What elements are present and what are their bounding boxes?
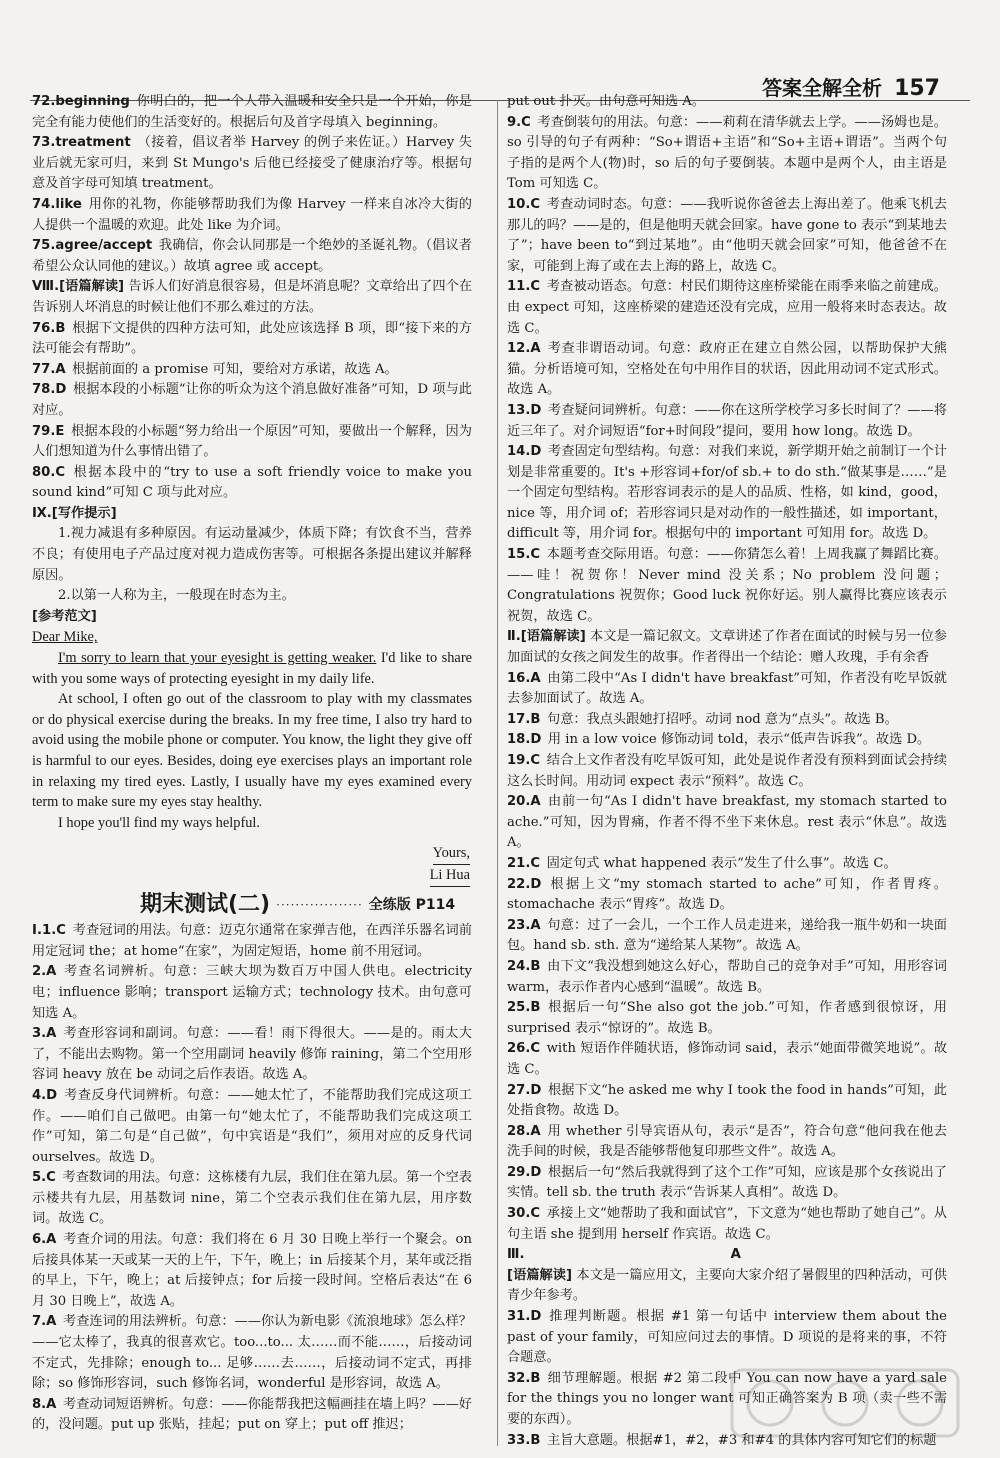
answer-item bbox=[507, 1163, 947, 1204]
section-intro bbox=[507, 1266, 947, 1307]
answer-item bbox=[32, 133, 472, 195]
answer-explanation: 考查形容词和副词。句意：——看！雨下得很大。——是的。雨太大了，不能出去购物。第一个空用副词 heavily 修饰 raining，第二个空用形容词 heavy 放在 be 动词之后作表语。故选 A。 bbox=[32, 1026, 472, 1083]
answer-explanation: 句意：我点头跟她打招呼。动词 nod 意为“点头”。故选 B。 bbox=[547, 711, 898, 727]
answer-key: 29.D bbox=[507, 1164, 542, 1180]
answer-item bbox=[32, 360, 472, 381]
answer-explanation: 考查动词短语辨析。句意：——你能帮我把这幅画挂在墙上吗？——好的，没问题。put up 张贴，挂起；put on 穿上；put off 推迟； bbox=[32, 1396, 472, 1433]
answer-item bbox=[507, 916, 947, 957]
section-text: 本文是一篇应用文，主要向大家介绍了暑假里的四种活动，可供青少年参考。 bbox=[507, 1267, 947, 1304]
answer-key: 75.agree/accept bbox=[32, 238, 153, 254]
answer-explanation: 本题考查交际用语。句意：——你猜怎么着！上周我赢了舞蹈比赛。——哇！祝贺你！Never mind 没关系；No problem 没问题；Congratulations 祝贺你；Good luck 祝你好运。别人赢得比赛应该表示祝贺，故选 C。 bbox=[507, 547, 947, 624]
answer-explanation: 考查被动语态。句意：村民们期待这座桥梁能在雨季来临之前建成。由 expect 可知，这座桥梁的建造还没有完成，应用一般将来时态表达。故选 C。 bbox=[507, 279, 947, 336]
letter-paragraph: I hope you'll find my ways helpful. bbox=[58, 814, 261, 831]
answer-explanation: 考查反身代词辨析。句意：——她太忙了，不能帮助我们完成这项工作。——咱们自己做吧。由第一句“她太忙了，不能帮助我们完成这项工作”可知，第二句是“自己做”，句中宾语是“我们”，须用对应的反身代词 ourselves。故选 D。 bbox=[32, 1087, 472, 1165]
answer-key: 18.D bbox=[507, 732, 542, 748]
answer-explanation: 你明白的，把一个人带入温暖和安全只是一个开始，你是完全有能力使他们的生活变好的。根据后句及首字母填入 beginning。 bbox=[32, 94, 472, 130]
answer-key: 4.D bbox=[32, 1087, 58, 1103]
answer-explanation: 考查非谓语动词。句意：政府正在建立自然公园，以帮助保护大熊猫。分析语境可知，空格处在句中用作目的状语，因此用动词不定式形式。故选 A。 bbox=[507, 341, 947, 398]
letter-signature bbox=[32, 865, 472, 887]
column-divider bbox=[497, 100, 498, 1446]
answer-explanation: 根据上文“my stomach started to ache”可知，作者胃疼。stomachache 表示“胃疼”。故选 D。 bbox=[507, 876, 947, 913]
paragraph-rest: I'd like to share with you some ways of protecting eyesight in my daily life. bbox=[32, 650, 472, 687]
answer-item bbox=[507, 957, 947, 998]
section-title: 期末测试(二) bbox=[140, 891, 271, 917]
section-intro bbox=[32, 607, 472, 628]
section-text: 告诉人们好消息很容易，但是坏消息呢？文章给出了四个在告诉别人坏消息的时候让他们不那么难过的方法。 bbox=[32, 279, 473, 315]
answer-key: 73.treatment bbox=[32, 135, 131, 151]
signature-text: Li Hua bbox=[430, 865, 470, 887]
answer-item bbox=[32, 1230, 472, 1312]
left-column bbox=[32, 92, 472, 1432]
answer-item bbox=[32, 962, 472, 1024]
answer-item bbox=[507, 339, 947, 401]
answer-key: 24.B bbox=[507, 958, 541, 974]
answer-item bbox=[507, 875, 947, 916]
section-tag: Ⅸ.[写作提示] bbox=[32, 505, 117, 521]
answer-item bbox=[507, 442, 947, 545]
answer-key: 8.A bbox=[32, 1396, 57, 1412]
answer-item bbox=[32, 380, 472, 421]
answer-explanation: 细节理解题。根据 #2 第二段中 You can now have a yard sale for the things you no longer want 可知正确答案为 B 项（卖一些不需要的东西）。 bbox=[507, 1370, 947, 1427]
sample-essay bbox=[32, 627, 472, 886]
answer-key: 7.A bbox=[32, 1314, 57, 1330]
answer-explanation: 用 in a low voice 修饰动词 told，表示“低声告诉我”。故选 D。 bbox=[547, 732, 931, 748]
answer-item bbox=[507, 669, 947, 710]
answer-explanation: 考查连词的用法辨析。句意：——你认为新电影《流浪地球》怎么样？——它太棒了，我真的很喜欢它。too...to... 太……而不能……，后接动词不定式，先排除；enough to... 足够……去……，后接动词不定式，再排除；so 修饰形容词，such 修饰名词，wonderful 是形容词，故选 A。 bbox=[32, 1314, 472, 1392]
answer-key: 31.D bbox=[507, 1309, 542, 1325]
answer-explanation: 考查倒装句的用法。句意：——莉莉在清华就去上学。——汤姆也是。so 引导的句子有两种：“So+谓语+主语”和“So+主语+谓语”。当两个句子指的是两个人(物)时，so 后的句子要倒装。本题中是两个人，由主语是 Tom 可知选 C。 bbox=[507, 114, 947, 192]
answer-item bbox=[507, 401, 947, 442]
answer-key: 17.B bbox=[507, 711, 541, 727]
answer-list bbox=[32, 319, 472, 504]
answer-key: 2.A bbox=[32, 964, 57, 980]
answer-explanation: 句意：过了一会儿，一个工作人员走进来，递给我一瓶牛奶和一块面包。hand sb. sth. 意为“递给某人某物”。故选 A。 bbox=[507, 917, 947, 954]
answer-item bbox=[507, 751, 947, 792]
section-ref: 全练版 P114 bbox=[368, 896, 456, 913]
answer-key: 27.D bbox=[507, 1082, 542, 1098]
right-column bbox=[507, 92, 947, 1448]
answer-key: 32.B bbox=[507, 1370, 541, 1386]
answer-explanation: 考查数词的用法。句意：这栋楼有九层，我们住在第九层。第一个空表示楼共有九层，用基数词 nine，第二个空表示我们住在第九层，用序数词。故选 C。 bbox=[32, 1170, 472, 1227]
answer-explanation: with 短语作伴随状语，修饰动词 said，表示“她面带微笑地说”。故选 C。 bbox=[507, 1041, 947, 1077]
answer-item bbox=[507, 710, 947, 731]
letter-paragraph bbox=[32, 648, 472, 689]
answer-explanation: 考查介词的用法。句意：我们将在 6 月 30 日晚上举行一个聚会。on 后接具体某一天或某一天的上午，下午，晚上；in 后接某个月，某年或泛指的早上，下午，晚上；at 后接钟点；for 后接一段时间。空格后表达“在 6 月 30 日晚上”，故选 A。 bbox=[32, 1232, 472, 1309]
answer-explanation: 根据下文“he asked me why I took the food in hands”可知，此处指食物。故选 D。 bbox=[507, 1082, 947, 1119]
answer-explanation: 由前一句“As I didn't have breakfast, my stomach started to ache.”可知，因为胃痛，作者不得不坐下来休息。rest 表示“休息”。故选 A。 bbox=[507, 794, 947, 851]
answer-explanation: 根据本段的小标题“努力给出一个原因”可知，要做出一个解释，因为人们想知道为什么事情出错了。 bbox=[32, 423, 472, 460]
answer-key: 30.C bbox=[507, 1206, 541, 1222]
closing-text: Yours, bbox=[433, 843, 470, 865]
answer-key: 25.B bbox=[507, 1000, 541, 1016]
answer-item bbox=[507, 545, 947, 627]
section-tag: [参考范文] bbox=[32, 608, 97, 624]
answer-explanation: 根据前面的 a promise 可知，要给对方承诺，故选 A。 bbox=[72, 361, 398, 377]
answer-explanation: 推理判断题。根据 #1 第一句话中 interview them about the past of your family，可知应问过去的事情。D 项说的是将来的事，不符合题意。 bbox=[507, 1309, 947, 1366]
answer-item bbox=[32, 195, 472, 236]
answer-key: 26.C bbox=[507, 1041, 541, 1057]
letter-greeting: Dear Mike, bbox=[32, 629, 98, 646]
answer-item bbox=[32, 319, 472, 360]
answer-list bbox=[32, 921, 472, 1436]
writing-tip: 2.以第一人称为主，一般现在时态为主。 bbox=[58, 588, 295, 604]
answer-key: 20.A bbox=[507, 794, 541, 810]
answer-key: 15.C bbox=[507, 547, 541, 563]
part-label: Ⅲ. bbox=[507, 1247, 525, 1263]
section-tag: Ⅱ.[语篇解读] bbox=[507, 629, 586, 645]
answer-list bbox=[507, 669, 947, 1246]
answer-key: 77.A bbox=[32, 361, 66, 377]
answer-item bbox=[32, 1168, 472, 1230]
answer-item bbox=[507, 195, 947, 277]
answer-item bbox=[32, 1312, 472, 1394]
answer-item bbox=[32, 236, 472, 277]
answer-key: 76.B bbox=[32, 320, 66, 336]
answer-item bbox=[32, 1086, 472, 1168]
answer-key: 12.A bbox=[507, 341, 541, 357]
answer-key: 79.E bbox=[32, 423, 65, 439]
answer-key: 5.C bbox=[32, 1170, 56, 1186]
section-intro bbox=[32, 504, 472, 525]
section-text: 本文是一篇记叙文。文章讲述了作者在面试的时候与另一位参加面试的女孩之间发生的故事。作者得出一个结论：赠人玫瑰，手有余香 bbox=[507, 629, 947, 666]
writing-tip: 1.视力减退有多种原因。有运动量减少，体质下降；有饮食不当，营养不良；有使用电子产品过度对视力造成伤害等。可根据各条提出建议并解释原因。 bbox=[32, 526, 472, 583]
answer-key: 28.A bbox=[507, 1123, 541, 1139]
answer-explanation: 考查动词时态。句意：——我听说你爸爸去上海出差了。他乘飞机去那儿的吗？——是的，但是他明天就会回家。have gone to 表示“到某地去了”；have been to“到过某地”。由“他明天就会回家”可知，他爸爸不在家，可能到上海了或在去上海的路上，故选 C。 bbox=[507, 196, 947, 274]
answer-explanation: 由第二段中“As I didn't have breakfast”可知，作者没有吃早饭就去参加面试了。故选 A。 bbox=[507, 670, 947, 707]
answer-key: 23.A bbox=[507, 917, 541, 933]
answer-item bbox=[32, 92, 472, 133]
answer-explanation: 结合上文作者没有吃早饭可知，此处是说作者没有预料到面试会持续这么长时间。用动词 expect 表示“预料”。故选 C。 bbox=[507, 753, 947, 789]
answer-explanation: 承接上文“她帮助了我和面试官”，下文意为“她也帮助了她自己”。从句主语 she 提到用 herself 作宾语。故选 C。 bbox=[507, 1206, 947, 1242]
answer-key: 6.A bbox=[32, 1232, 57, 1248]
leader-dots: ·················· bbox=[276, 897, 363, 912]
answer-item bbox=[507, 1204, 947, 1245]
answer-item bbox=[32, 1395, 472, 1436]
letter-paragraph: At school, I often go out of the classroom to play with my classmates or do physical exercise during the breaks. In my free time, I also try hard to avoid using the mobile phone or computer. You know, the light they give off is harmful to our eyes. Besides, doing eye exercises plays an important role in relaxing my tired eyes. Lastly, I usually have my eyes examined every term to make sure my eyes stay healthy. bbox=[32, 691, 472, 811]
answer-explanation: 主旨大意题。根据#1，#2，#3 和#4 的具体内容可知它们的标题 bbox=[547, 1432, 937, 1448]
answer-list bbox=[32, 92, 472, 277]
answer-key: 21.C bbox=[507, 855, 541, 871]
answer-item bbox=[507, 113, 947, 195]
answer-explanation: 根据下文提供的四种方法可知，此处应该选择 B 项，即“接下来的方法可能会有帮助”。 bbox=[32, 320, 472, 357]
answer-key: 78.D bbox=[32, 382, 67, 398]
part-letter: A bbox=[730, 1247, 741, 1263]
letter-closing bbox=[32, 843, 472, 865]
page-number: 157 bbox=[894, 76, 940, 101]
answer-item bbox=[507, 277, 947, 339]
answer-item bbox=[507, 1081, 947, 1122]
answer-explanation: 考查名词辨析。句意：三峡大坝为数百万中国人供电。electricity 电；influence 影响；transport 运输方式；technology 技术。由句意可知选 A。 bbox=[32, 964, 472, 1021]
part-heading bbox=[507, 1245, 947, 1266]
answer-list bbox=[507, 113, 947, 628]
answer-item bbox=[32, 921, 472, 962]
watermark-logo bbox=[730, 1368, 960, 1438]
answer-key: 13.D bbox=[507, 402, 542, 418]
answer-explanation: 固定句式 what happened 表示“发生了什么事”。故选 C。 bbox=[546, 855, 897, 871]
answer-item bbox=[507, 854, 947, 875]
answer-key: 72.beginning bbox=[32, 94, 130, 109]
answer-explanation: 用 whether 引导宾语从句，表示“是否”，符合句意“他问我在他去洗手间的时候，我是否能够帮他复印那些文件”。故选 A。 bbox=[507, 1123, 947, 1160]
answer-key: 10.C bbox=[507, 196, 541, 212]
section-intro bbox=[507, 627, 947, 668]
answer-item bbox=[32, 463, 472, 504]
answer-key: Ⅰ.1.C bbox=[32, 923, 66, 939]
answer-explanation: 考查疑问词辨析。句意：——你在这所学校学习多长时间了？——将近三年了。对介词短语“for+时间段”提问，要用 how long。故选 D。 bbox=[507, 402, 947, 439]
answer-key: 16.A bbox=[507, 670, 541, 686]
answer-key: 33.B bbox=[507, 1432, 541, 1448]
answer-key: 80.C bbox=[32, 464, 66, 480]
continued-text: put out 扑灭。由句意可知选 A。 bbox=[507, 94, 705, 109]
answer-explanation: 由下文“我没想到她这么好心，帮助自己的竞争对手”可知，用形容词 warm，表示作者内心感到“温暖”。故选 B。 bbox=[507, 958, 947, 995]
answer-item bbox=[507, 998, 947, 1039]
answer-key: 22.D bbox=[507, 876, 542, 892]
answer-explanation: 我确信，你会认同那是一个绝妙的圣诞礼物。（倡议者希望公众认同他的建议。）故填 agree 或 accept。 bbox=[32, 238, 472, 274]
answer-item bbox=[32, 1024, 472, 1086]
answer-key: 9.C bbox=[507, 114, 531, 130]
answer-explanation: 根据后一句“She also got the job.”可知，作者感到很惊讶，用 surprised 表示“惊讶的”。故选 B。 bbox=[507, 1000, 947, 1036]
answer-explanation: （接着，倡议者举 Harvey 的例子来佐证。）Harvey 失业后就无家可归，来到 St Mungo's 后他已经接受了健康治疗等。根据句意及首字母可知填 treatment。 bbox=[32, 135, 472, 192]
underlined-sentence: I'm sorry to learn that your eyesight is getting weaker. bbox=[58, 650, 377, 667]
answer-item bbox=[507, 792, 947, 854]
header-title: 答案全解全析 bbox=[762, 76, 883, 100]
answer-key: 14.D bbox=[507, 444, 542, 460]
answer-explanation: 根据本段中的“try to use a soft friendly voice to make you sound kind”可知 C 项与此对应。 bbox=[32, 464, 472, 501]
answer-item bbox=[507, 1122, 947, 1163]
section-intro bbox=[32, 277, 472, 318]
answer-key: 11.C bbox=[507, 279, 541, 295]
answer-key: 74.like bbox=[32, 196, 82, 212]
answer-explanation: 考查冠词的用法。句意：迈克尔通常在家弹吉他，在西洋乐器名词前用定冠词 the；at home“在家”，为固定短语，home 前不用冠词。 bbox=[32, 923, 473, 959]
answer-item bbox=[507, 1039, 947, 1080]
answer-item bbox=[507, 1307, 947, 1369]
answer-explanation: 根据后一句“然后我就得到了这个工作”可知，应该是那个女孩说出了实情。tell sb. the truth 表示“告诉某人真相”。故选 D。 bbox=[507, 1164, 947, 1201]
answer-item bbox=[32, 422, 472, 463]
answer-key: 3.A bbox=[32, 1026, 57, 1042]
answer-explanation: 考查固定句型结构。句意：对我们来说，新学期开始之前制订一个计划是非常重要的。It's +形容词+for/of sb.+ to do sth.“做某事是……”是一个固定句型结构。若形容词表示的是人的品质、性格，如 kind，good，nice 等，用介词 of；若形容词只是对动作的一般性描述，如 important，difficult 等，用介词 for。根据句中的 important 可知用 for。故选 D。 bbox=[507, 444, 947, 542]
section-tag: Ⅷ.[语篇解读] bbox=[32, 279, 125, 295]
section-tag: [语篇解读] bbox=[507, 1267, 573, 1283]
answer-explanation: 根据本段的小标题“让你的听众为这个消息做好准备”可知，D 项与此对应。 bbox=[32, 382, 472, 418]
section-heading bbox=[140, 891, 472, 917]
answer-key: 19.C bbox=[507, 753, 541, 768]
answer-item bbox=[507, 730, 947, 751]
answer-explanation: 用你的礼物，你能够帮助我们为像 Harvey 一样来自冰冷大街的人提供一个温暖的欢迎。此处 like 为介词。 bbox=[32, 196, 472, 233]
